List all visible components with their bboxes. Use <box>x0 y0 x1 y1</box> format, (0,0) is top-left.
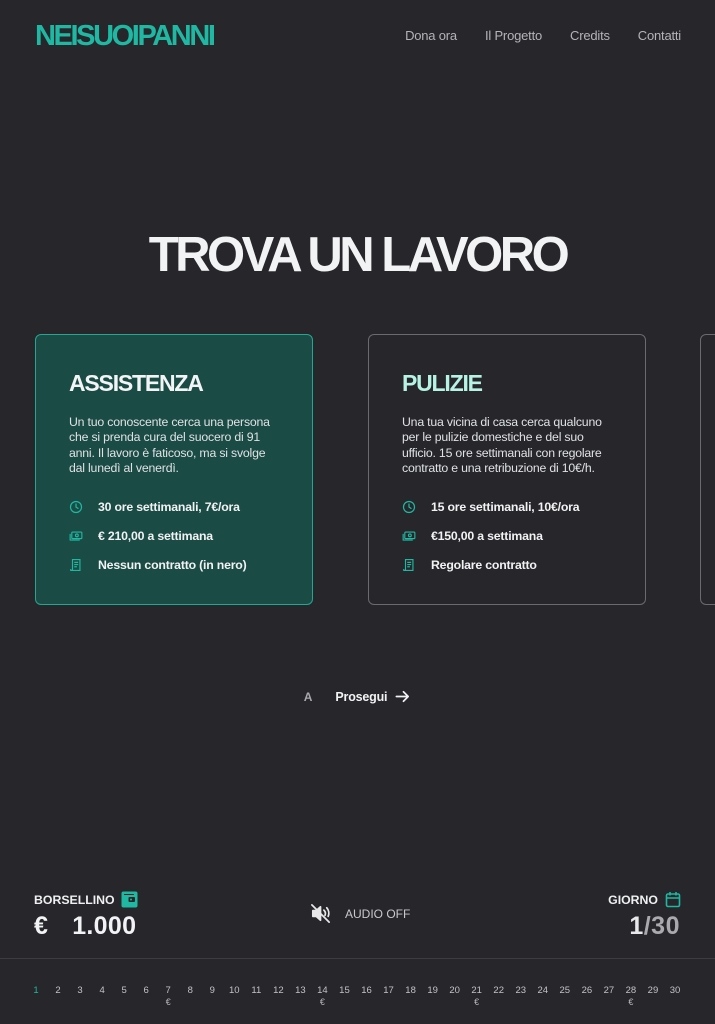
nav-link-contatti[interactable]: Contatti <box>637 28 681 43</box>
timeline-day-15 <box>339 985 350 996</box>
timeline-day-number: 15 <box>339 985 350 996</box>
timeline-day-14 <box>317 985 328 1008</box>
job-feature-contract <box>69 550 279 579</box>
job-card-description: Un tuo conoscente cerca una persona che si prenda cura del suocero di 91 anni. Il lavoro è faticoso, ma si svolge dal lunedì al venerdì. <box>69 415 270 475</box>
proceed-button[interactable] <box>335 688 411 705</box>
wallet-label-text: BORSELLINO <box>34 892 115 907</box>
timeline-day-number: 12 <box>273 985 284 996</box>
proceed-label: Prosegui <box>335 689 388 704</box>
timeline-day-24 <box>537 985 548 996</box>
payday-marker: € <box>319 997 325 1007</box>
wallet-currency: € <box>34 912 49 940</box>
timeline-day-11 <box>251 985 261 996</box>
timeline-day-19 <box>427 985 438 996</box>
job-feature-text: 15 ore settimanali, 10€/ora <box>431 499 580 514</box>
job-card-description: Una tua vicina di casa cerca qualcuno per le pulizie domestiche e del suo ufficio. 15 ore settimanali con regolare contratto e una retribuzione di 10€/h. <box>402 415 602 475</box>
timeline-day-number: 5 <box>121 985 127 996</box>
timeline-day-4 <box>99 985 104 996</box>
job-feature-pay <box>69 521 279 550</box>
timeline-day-number: 16 <box>361 985 372 996</box>
timeline-day-number: 10 <box>229 985 240 996</box>
nav-link-il-progetto[interactable]: Il Progetto <box>484 28 543 43</box>
timeline-day-number: 22 <box>493 985 505 996</box>
contract-icon <box>69 558 83 572</box>
timeline-day-number: 2 <box>55 985 61 996</box>
payday-marker: € <box>628 997 634 1007</box>
timeline-day-1 <box>33 985 38 996</box>
contract-icon <box>402 558 416 572</box>
clock-icon <box>402 500 416 514</box>
payday-marker: € <box>474 997 480 1007</box>
job-feature-text: €150,00 a settimana <box>431 528 543 543</box>
day-label <box>608 891 681 908</box>
day-timeline <box>0 985 715 1015</box>
timeline-day-10 <box>229 985 240 996</box>
timeline-day-number: 25 <box>559 985 571 996</box>
timeline-day-26 <box>582 985 593 996</box>
wallet-value: 1.000 <box>72 912 137 940</box>
payday-marker: € <box>165 997 171 1007</box>
page-title: TROVA UN LAVORO <box>148 228 567 282</box>
timeline-day-18 <box>405 985 416 996</box>
day-label-text: GIORNO <box>608 892 658 907</box>
timeline-day-7 <box>166 985 171 1008</box>
timeline-day-number: 8 <box>187 985 193 996</box>
timeline-day-29 <box>648 985 659 996</box>
job-feature-hours <box>69 492 279 521</box>
job-feature-contract <box>402 550 612 579</box>
timeline-day-number: 18 <box>405 985 416 996</box>
timeline-day-number: 26 <box>581 985 593 996</box>
nav-link-credits[interactable]: Credits <box>570 28 610 43</box>
timeline-day-25 <box>560 985 571 996</box>
job-card-assistenza[interactable] <box>35 334 313 605</box>
site-logo[interactable]: NEISUOIPANNI <box>35 20 214 52</box>
job-feature-hours <box>402 492 612 521</box>
timeline-day-number: 3 <box>77 985 83 996</box>
job-feature-text: 30 ore settimanali, 7€/ora <box>98 499 240 514</box>
wallet-icon <box>121 891 138 908</box>
timeline-day-21 <box>471 985 482 1008</box>
timeline-day-3 <box>77 985 82 996</box>
timeline-day-20 <box>449 985 460 996</box>
job-card-title: ASSISTENZA <box>69 370 203 396</box>
timeline-day-number: 19 <box>427 985 438 996</box>
speaker-muted-icon <box>309 902 332 925</box>
timeline-day-16 <box>361 985 372 996</box>
nav-link-dona-ora[interactable]: Dona ora <box>405 28 457 43</box>
timeline-day-number: 23 <box>515 985 527 996</box>
timeline-day-number: 9 <box>209 985 215 996</box>
timeline-day-30 <box>670 985 681 996</box>
day-total: /30 <box>643 912 680 940</box>
audio-label: AUDIO OFF <box>345 906 411 921</box>
timeline-day-number: 17 <box>383 985 394 996</box>
timeline-day-number: 11 <box>251 985 262 996</box>
site-header <box>0 0 715 72</box>
wallet-label <box>34 891 138 908</box>
timeline-day-5 <box>121 985 126 996</box>
timeline-day-number: 1 <box>33 985 39 996</box>
timeline-day-number: 28 <box>625 985 637 996</box>
timeline-day-12 <box>273 985 284 996</box>
timeline-day-number: 7 <box>165 985 171 996</box>
audio-toggle[interactable] <box>309 902 410 925</box>
timeline-day-number: 21 <box>471 985 482 996</box>
keyboard-hint: A <box>303 689 313 704</box>
job-card-title: PULIZIE <box>402 370 482 396</box>
main-nav <box>405 28 681 43</box>
timeline-day-22 <box>493 985 504 996</box>
job-feature-text: Regolare contratto <box>431 557 537 572</box>
job-feature-pay <box>402 521 612 550</box>
proceed-row <box>0 688 715 705</box>
money-icon <box>402 529 416 543</box>
timeline-day-23 <box>515 985 526 996</box>
timeline-day-6 <box>144 985 149 996</box>
day-counter <box>629 912 680 941</box>
timeline-day-number: 4 <box>99 985 105 996</box>
footer-divider <box>0 958 715 959</box>
job-feature-text: € 210,00 a settimana <box>98 528 213 543</box>
timeline-day-number: 29 <box>647 985 659 996</box>
timeline-day-2 <box>55 985 60 996</box>
timeline-day-number: 30 <box>669 985 681 996</box>
job-feature-text: Nessun contratto (in nero) <box>98 557 247 572</box>
day-current: 1 <box>629 912 644 940</box>
timeline-day-number: 14 <box>317 985 328 996</box>
arrow-right-icon <box>394 688 411 705</box>
timeline-day-27 <box>604 985 615 996</box>
timeline-day-17 <box>383 985 394 996</box>
timeline-day-number: 24 <box>537 985 549 996</box>
money-icon <box>69 529 83 543</box>
timeline-day-number: 13 <box>295 985 306 996</box>
job-card-pulizie[interactable] <box>368 334 646 605</box>
timeline-day-9 <box>210 985 215 996</box>
job-card-next[interactable] <box>700 334 715 605</box>
calendar-icon <box>665 891 681 908</box>
timeline-day-number: 20 <box>449 985 460 996</box>
timeline-day-13 <box>295 985 306 996</box>
timeline-day-number: 6 <box>143 985 149 996</box>
timeline-day-8 <box>188 985 193 996</box>
wallet-amount <box>34 912 136 941</box>
clock-icon <box>69 500 83 514</box>
timeline-day-28 <box>626 985 637 1008</box>
timeline-day-number: 27 <box>603 985 615 996</box>
